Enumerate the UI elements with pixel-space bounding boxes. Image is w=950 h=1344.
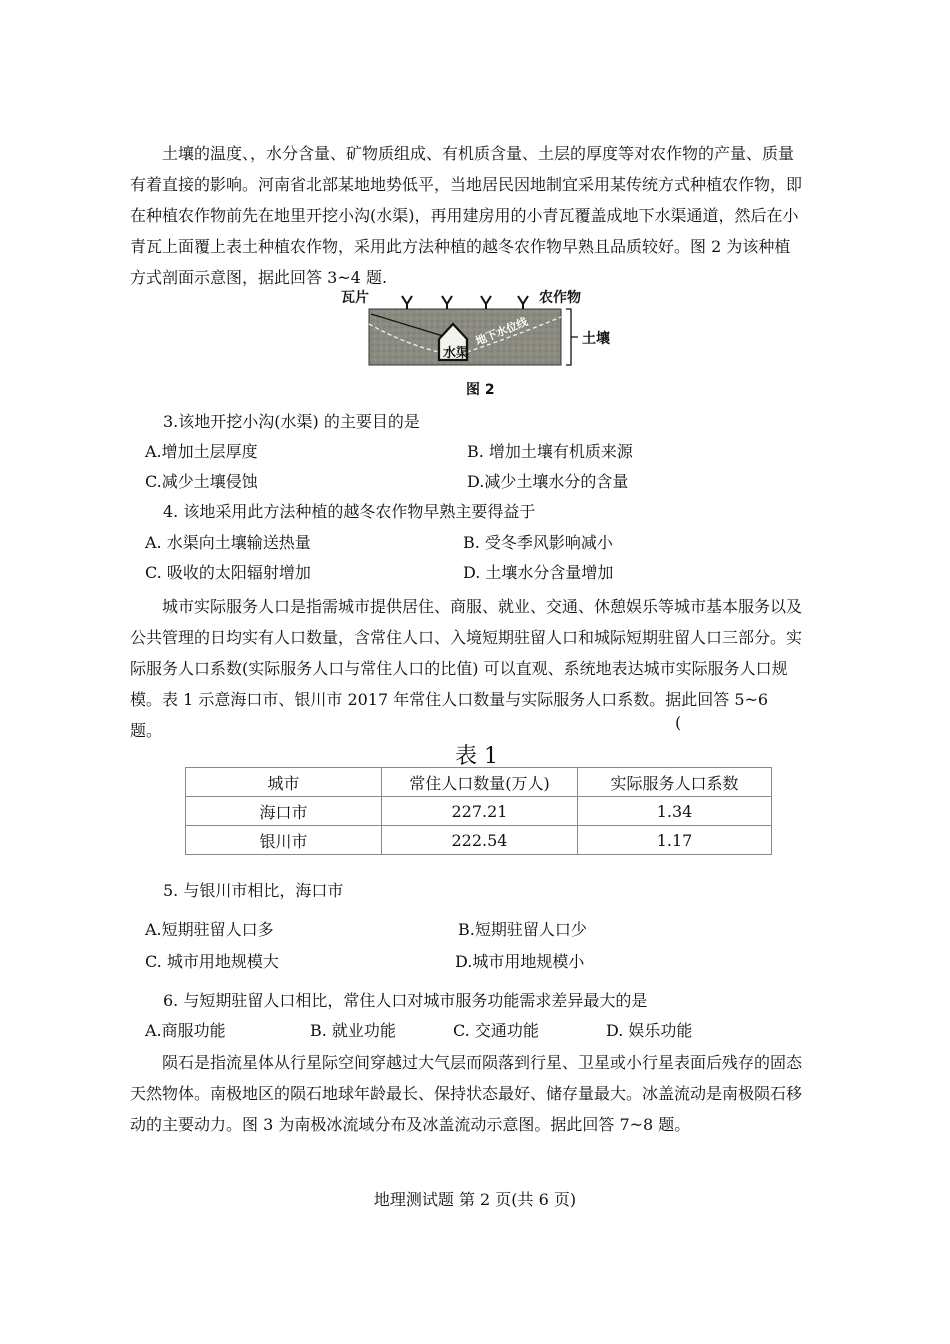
table-cell-city: 银川市 — [186, 826, 382, 855]
question-5-stem: 5. 与银川市相比，海口市 — [163, 881, 344, 900]
page-footer: 地理测试题 第 2 页(共 6 页) — [373, 1190, 577, 1209]
table-header-row — [186, 768, 772, 797]
table-cell-coefficient: 1.17 — [578, 826, 772, 855]
intro-paragraph-3: 陨石是指流星体从行星际空间穿越过大气层而陨落到行星、卫星或小行星表面后残存的固态天然物体。南极地区的陨石地球年龄最长、保持状态最好、储存量最大。冰盖流动是南极陨石移动的主要动力。图 3 为南极冰流域分布及冰盖流动示意图。据此回答 7~8 题。 — [130, 1053, 803, 1134]
table-1-title: 表 1 — [455, 744, 498, 769]
crop-icons — [402, 296, 528, 309]
table-row — [186, 797, 772, 826]
intro-paragraph-2: 城市实际服务人口是指需城市提供居住、商服、就业、交通、休憩娱乐等城市基本服务以及公共管理的日均实有人口数量，含常住人口、入境短期驻留人口和城际短期驻留人口三部分。实际服务人口系数(实际服务人口与常住人口的比值) 可以直观、系统地表达城市实际服务人口规模。表 1 示意海口市、银川市 2017 年常住人口数量与实际服务人口系数。据此回答 5~6 题。 — [130, 597, 803, 740]
question-3-option-d: D.减少土壤水分的含量 — [467, 472, 629, 491]
stray-parenthesis: ( — [675, 713, 682, 732]
table-1 — [185, 767, 772, 855]
table-cell-city: 海口市 — [186, 797, 382, 826]
question-5-option-a: A.短期驻留人口多 — [145, 920, 274, 939]
question-6-option-b: B. 就业功能 — [310, 1021, 396, 1040]
label-crop: 农作物 — [539, 290, 581, 306]
table-cell-population: 222.54 — [382, 826, 578, 855]
question-3-option-b: B. 增加土壤有机质来源 — [467, 442, 633, 461]
question-4-stem: 4. 该地采用此方法种植的越冬农作物早熟主要得益于 — [163, 502, 536, 521]
label-canal: 水渠 — [443, 346, 470, 361]
question-5-option-d: D.城市用地规模小 — [455, 952, 585, 971]
question-5-option-b: B.短期驻留人口少 — [458, 920, 587, 939]
table-header-population: 常住人口数量(万人) — [382, 768, 578, 797]
question-3-option-a: A.增加土层厚度 — [145, 442, 258, 461]
crop-icon — [481, 296, 491, 309]
label-tile: 瓦片 — [341, 290, 369, 306]
label-water-table: 地下水位线 — [473, 315, 530, 348]
crop-icon — [402, 296, 412, 309]
intro-paragraph-1: 土壤的温度、，水分含量、矿物质组成、有机质含量、土层的厚度等对农作物的产量、质量有着直接的影响。河南省北部某地地势低平，当地居民因地制宜采用某传统方式种植农作物，即在种植农作物前先在地里开挖小沟(水渠)，再用建房用的小青瓦覆盖成地下水渠通道，然后在小青瓦上面覆上表土种植农作物，采用此方法种植的越冬农作物早熟且品质较好。图 2 为该种植方式剖面示意图，据此回答 3~4 题. — [130, 144, 803, 287]
question-6-option-c: C. 交通功能 — [453, 1021, 539, 1040]
table-row — [186, 826, 772, 855]
table-header-coefficient: 实际服务人口系数 — [578, 768, 772, 797]
question-4-option-b: B. 受冬季风影响减小 — [463, 533, 613, 552]
question-6-option-d: D. 娱乐功能 — [606, 1021, 693, 1040]
question-3-option-c: C.减少土壤侵蚀 — [145, 472, 258, 491]
question-4-option-d: D. 土壤水分含量增加 — [463, 563, 614, 582]
figure-2-caption: 图 2 — [466, 382, 495, 398]
table-header-city: 城市 — [186, 768, 382, 797]
soil-bracket — [566, 309, 578, 365]
crop-icon — [442, 296, 452, 309]
question-3-stem: 3.该地开挖小沟(水渠) 的主要目的是 — [163, 412, 420, 431]
crop-icon — [518, 296, 528, 309]
question-6-stem: 6. 与短期驻留人口相比，常住人口对城市服务功能需求差异最大的是 — [163, 991, 648, 1010]
figure-2 — [335, 284, 625, 399]
question-5-option-c: C. 城市用地规模大 — [145, 952, 279, 971]
table-cell-coefficient: 1.34 — [578, 797, 772, 826]
question-6-option-a: A.商服功能 — [145, 1021, 226, 1040]
table-cell-population: 227.21 — [382, 797, 578, 826]
label-soil: 土壤 — [582, 331, 610, 347]
question-4-option-c: C. 吸收的太阳辐射增加 — [145, 563, 311, 582]
question-4-option-a: A. 水渠向土壤输送热量 — [145, 533, 311, 552]
